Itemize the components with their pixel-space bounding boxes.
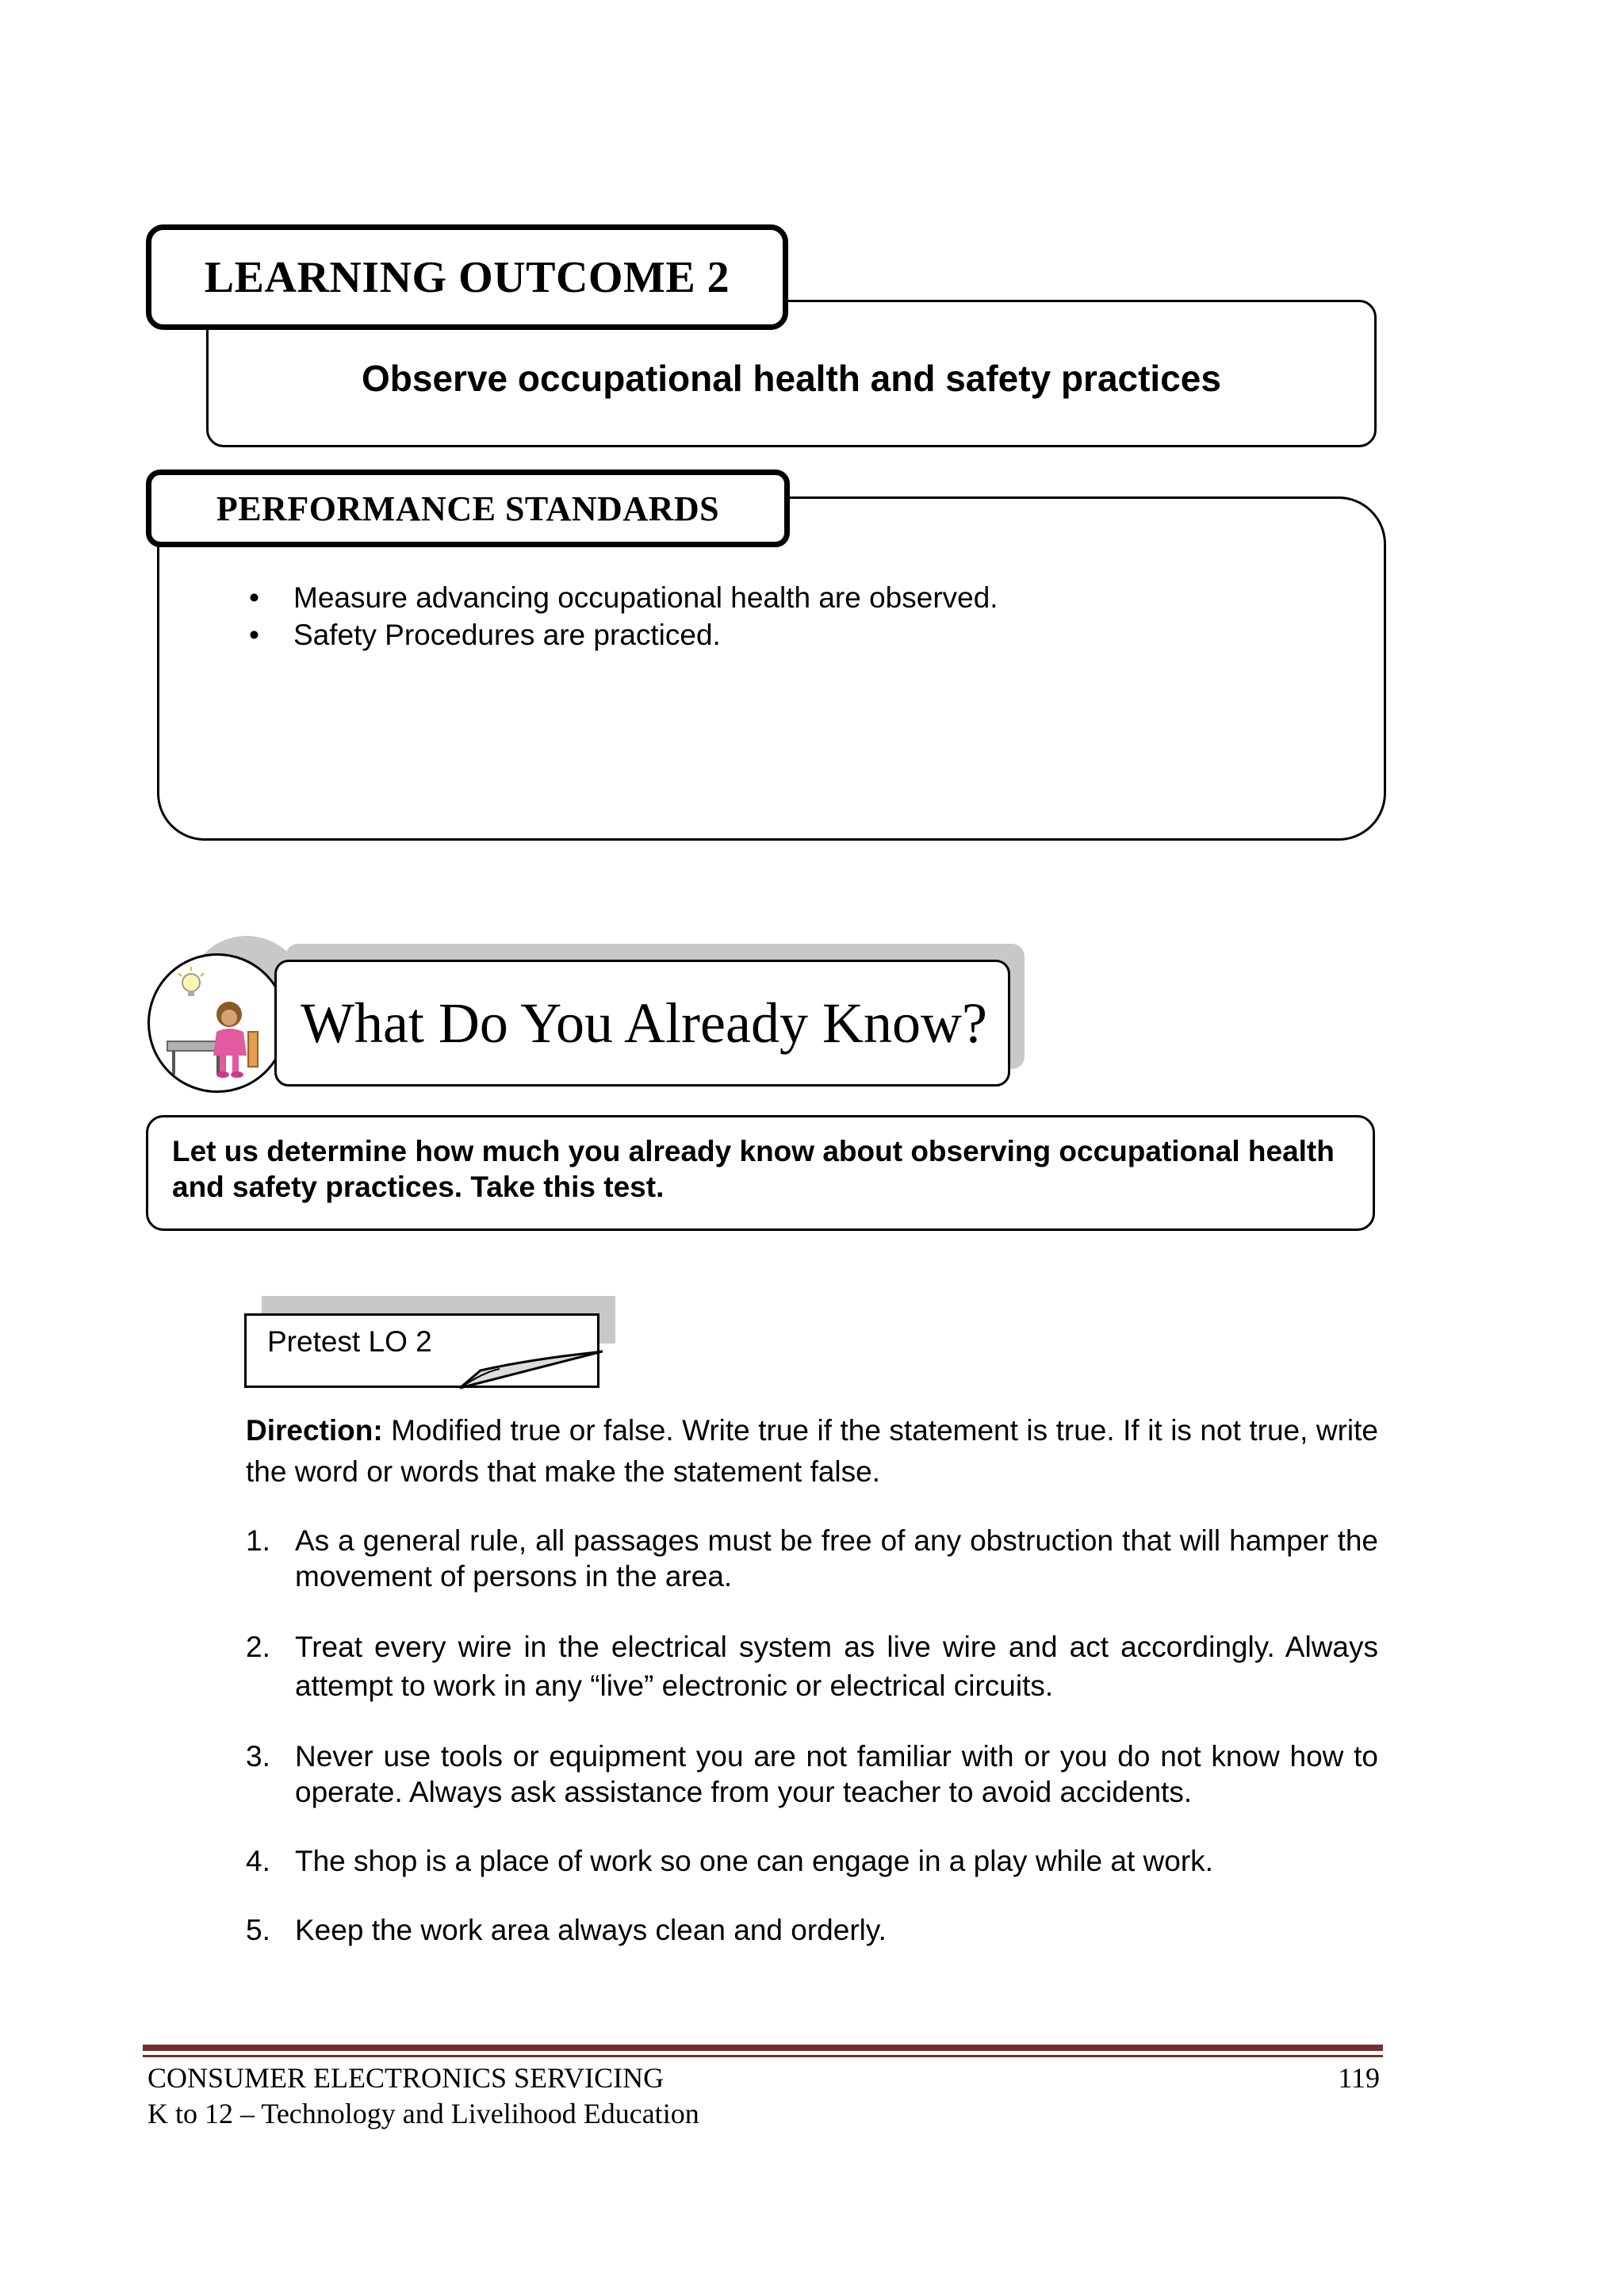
list-item bbox=[246, 1738, 1378, 1810]
item-number: 3. bbox=[246, 1740, 270, 1773]
item-number: 4. bbox=[246, 1845, 270, 1877]
direction-body: Modified true or false. Write true if the statement is true. If it is not true, write the word or words that make the statement false. bbox=[246, 1414, 1378, 1488]
page-curl-icon bbox=[452, 1348, 603, 1389]
page-number: 119 bbox=[1338, 2062, 1380, 2094]
learning-outcome-subtitle: Observe occupational health and safety practices bbox=[362, 358, 1221, 399]
item-number: 5. bbox=[246, 1914, 270, 1946]
performance-standards-box bbox=[157, 496, 1386, 841]
item-number: 1. bbox=[246, 1524, 270, 1557]
item-number: 2. bbox=[246, 1631, 270, 1663]
performance-standards-label: PERFORMANCE STANDARDS bbox=[146, 470, 790, 547]
list-item bbox=[246, 1523, 1378, 1594]
pretest-label: Pretest LO 2 bbox=[244, 1313, 599, 1388]
list-item: • Safety Procedures are practiced. bbox=[246, 616, 1340, 654]
footer-rule-thin bbox=[143, 2055, 1383, 2057]
student-at-desk-icon bbox=[147, 953, 287, 1093]
item-text: Keep the work area always clean and orderly. bbox=[295, 1914, 887, 1946]
list-item bbox=[246, 1843, 1378, 1879]
section-title: What Do You Already Know? bbox=[274, 960, 1010, 1087]
item-text: Never use tools or equipment you are not familiar with or you do not know how to operate. Always ask assistance from your teacher to avoid accidents. bbox=[295, 1740, 1378, 1808]
footer-program: K to 12 – Technology and Livelihood Education bbox=[147, 2098, 699, 2129]
intro-box: Let us determine how much you already know about observing occupational health and safety practices. Take this test. bbox=[146, 1115, 1375, 1231]
footer-text bbox=[147, 2060, 699, 2132]
item-text: The shop is a place of work so one can engage in a play while at work. bbox=[295, 1845, 1213, 1877]
item-text: As a general rule, all passages must be free of any obstruction that will hamper the movement of persons in the area. bbox=[295, 1524, 1378, 1593]
learning-outcome-label: LEARNING OUTCOME 2 bbox=[146, 224, 788, 330]
item-text: Treat every wire in the electrical system as live wire and act accordingly. Always attempt to work in any “live” electronic or electrical circuits. bbox=[295, 1631, 1378, 1702]
footer-rule bbox=[143, 2045, 1383, 2051]
pretest-items bbox=[246, 1523, 1378, 1948]
performance-standards-list bbox=[246, 579, 1340, 654]
list-item: • Measure advancing occupational health are observed. bbox=[246, 579, 1340, 616]
list-item bbox=[246, 1627, 1378, 1705]
direction-label: Direction: bbox=[246, 1414, 383, 1447]
direction-text bbox=[246, 1410, 1378, 1493]
list-item bbox=[246, 1912, 1378, 1948]
footer-course: CONSUMER ELECTRONICS SERVICING bbox=[147, 2062, 665, 2094]
